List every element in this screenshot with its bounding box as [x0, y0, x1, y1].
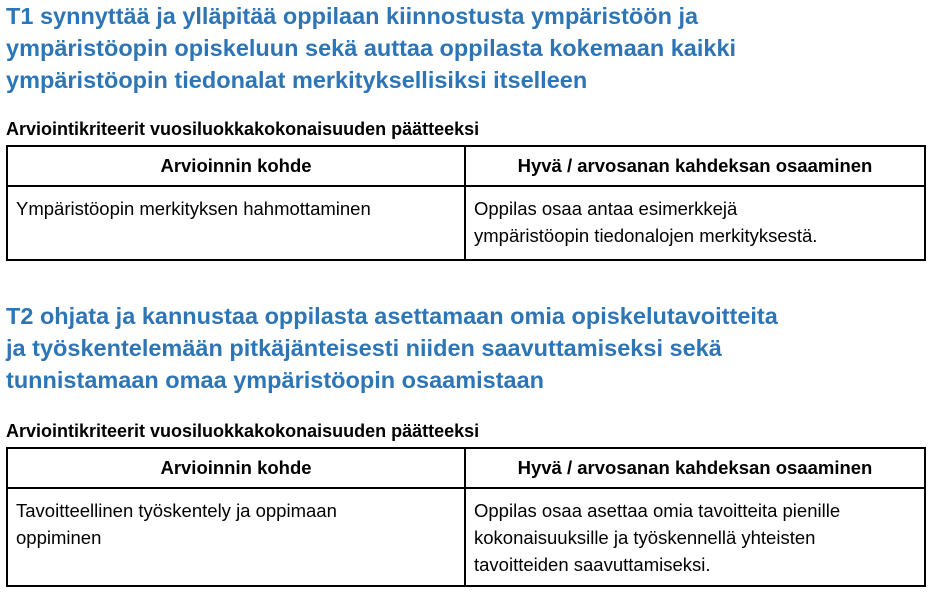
table-header-row: [7, 146, 925, 186]
table-caption-t2: Arviointikriteerit vuosiluokkakokonaisuuden päätteeksi: [6, 421, 480, 441]
table-cell-kohde: Ympäristöopin merkityksen hahmottaminen: [7, 186, 465, 260]
table-cell-osaaminen: Oppilas osaa antaa esimerkkejä ympäristöopin tiedonalojen merkityksestä.: [465, 186, 925, 260]
goal-section-t2: [6, 300, 924, 575]
column-header-osaaminen: Hyvä / arvosanan kahdeksan osaaminen: [465, 448, 925, 488]
goal-heading-t2: T2 ohjata ja kannustaa oppilasta asettamaan omia opiskelutavoitteita ja työskentelemään pitkäjänteisesti niiden saavuttamiseksi sekä tunnistamaan omaa ympäristöopin osaamistaan: [6, 303, 778, 393]
table-row: [7, 186, 925, 260]
table-row: [7, 488, 925, 586]
criteria-table-t2: [6, 447, 926, 587]
table-caption-t1: Arviointikriteerit vuosiluokkakokonaisuuden päätteeksi: [6, 119, 480, 139]
table-cell-osaaminen: Oppilas osaa asettaa omia tavoitteita pienille kokonaisuuksille ja työskennellä yhteisten tavoitteiden saavuttamiseksi.: [465, 488, 925, 586]
column-header-kohde: Arvioinnin kohde: [7, 448, 465, 488]
table-header-row: [7, 448, 925, 488]
column-header-osaaminen: Hyvä / arvosanan kahdeksan osaaminen: [465, 146, 925, 186]
column-header-kohde: Arvioinnin kohde: [7, 146, 465, 186]
criteria-table-t1: [6, 145, 926, 261]
table-cell-kohde: Tavoitteellinen työskentely ja oppimaan oppiminen: [7, 488, 465, 586]
goal-section-t1: [6, 0, 924, 246]
goal-heading-t1: T1 synnyttää ja ylläpitää oppilaan kiinnostusta ympäristöön ja ympäristöopin opiskeluun sekä auttaa oppilasta kokemaan kaikki ympäristöopin tiedonalat merkityksellisiksi itselleen: [6, 3, 737, 93]
